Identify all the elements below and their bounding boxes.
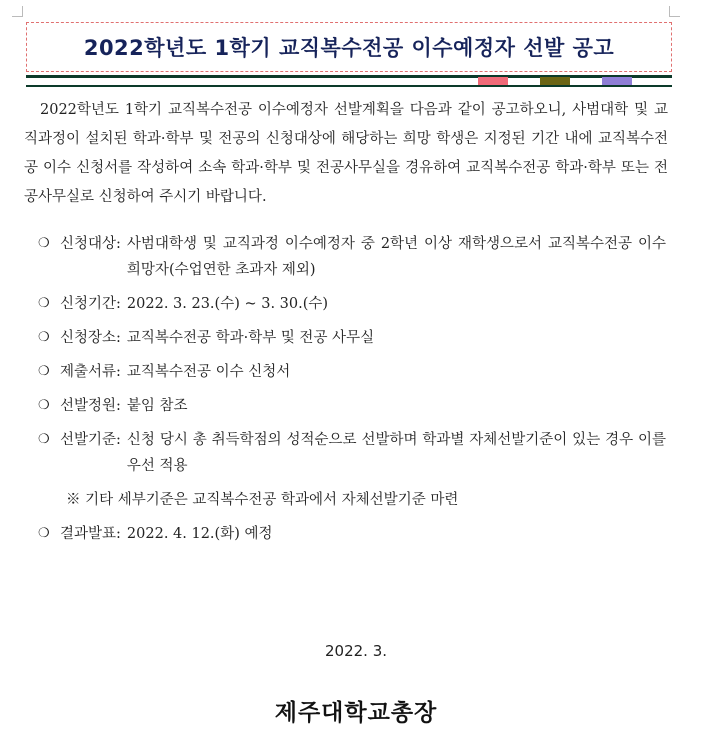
title-rule-thin <box>26 85 672 87</box>
item-label: 결과발표: <box>60 526 121 542</box>
item-label: 신청대상: <box>60 236 121 252</box>
circle-bullet-icon: ❍ <box>38 364 50 379</box>
corner-crop-mark-left <box>12 6 23 17</box>
item-criteria <box>38 427 666 479</box>
circle-bullet-icon: ❍ <box>38 236 50 251</box>
item-period <box>38 291 666 317</box>
item-label: 신청장소: <box>60 330 121 346</box>
page-title: 2022학년도 1학기 교직복수전공 이수예정자 선발 공고 <box>83 36 615 60</box>
item-value: 사범대학생 및 교직과정 이수예정자 중 2학년 이상 재학생으로서 교직복수전공 이수 희망자(수업연한 초과자 제외) <box>126 236 666 278</box>
circle-bullet-icon: ❍ <box>38 330 50 345</box>
corner-crop-mark-right <box>669 6 680 17</box>
item-label: 제출서류: <box>60 364 121 380</box>
item-value: 신청 당시 총 취득학점의 성적순으로 선발하며 학과별 자체선발기준이 있는 경우 이를 우선 적용 <box>126 432 666 474</box>
item-value: 2022. 3. 23.(수) ~ 3. 30.(수) <box>126 296 329 312</box>
circle-bullet-icon: ❍ <box>38 432 50 447</box>
item-value: 교직복수전공 학과·학부 및 전공 사무실 <box>126 330 375 346</box>
announcement-date: 2022. 3. <box>324 642 388 660</box>
item-location <box>38 325 666 351</box>
item-documents <box>38 359 666 385</box>
item-value: 2022. 4. 12.(화) 예정 <box>126 526 273 542</box>
item-result <box>38 521 666 547</box>
title-box <box>26 22 672 72</box>
circle-bullet-icon: ❍ <box>38 398 50 413</box>
item-value: 붙임 참조 <box>126 398 188 414</box>
circle-bullet-icon: ❍ <box>38 296 50 311</box>
circle-bullet-icon: ❍ <box>38 526 50 541</box>
title-rule-thick <box>26 75 672 78</box>
item-value: 교직복수전공 이수 신청서 <box>126 364 291 380</box>
item-quota <box>38 393 666 419</box>
intro-paragraph: 2022학년도 1학기 교직복수전공 이수예정자 선발계획을 다음과 같이 공고하오니, 사범대학 및 교직과정이 설치된 학과·학부 및 전공의 신청대상에 해당하는 희망 학생은 지정된 기간 내에 교직복수전공 이수 신청서를 작성하여 소속 학과·학부 및 전공사무실을 경유하여 교직복수전공 학과·학부 또는 전공사무실로 신청하여 주시기 바랍니다. <box>24 102 668 205</box>
item-label: 신청기간: <box>60 296 121 312</box>
item-label: 선발정원: <box>60 398 121 414</box>
announcement-items <box>38 231 666 555</box>
item-label: 선발기준: <box>60 432 121 448</box>
item-target <box>38 231 666 283</box>
criteria-note: ※ 기타 세부기준은 교직복수전공 학과에서 자체선발기준 마련 <box>66 492 459 508</box>
issuer-signature: 제주대학교총장 <box>274 700 438 726</box>
